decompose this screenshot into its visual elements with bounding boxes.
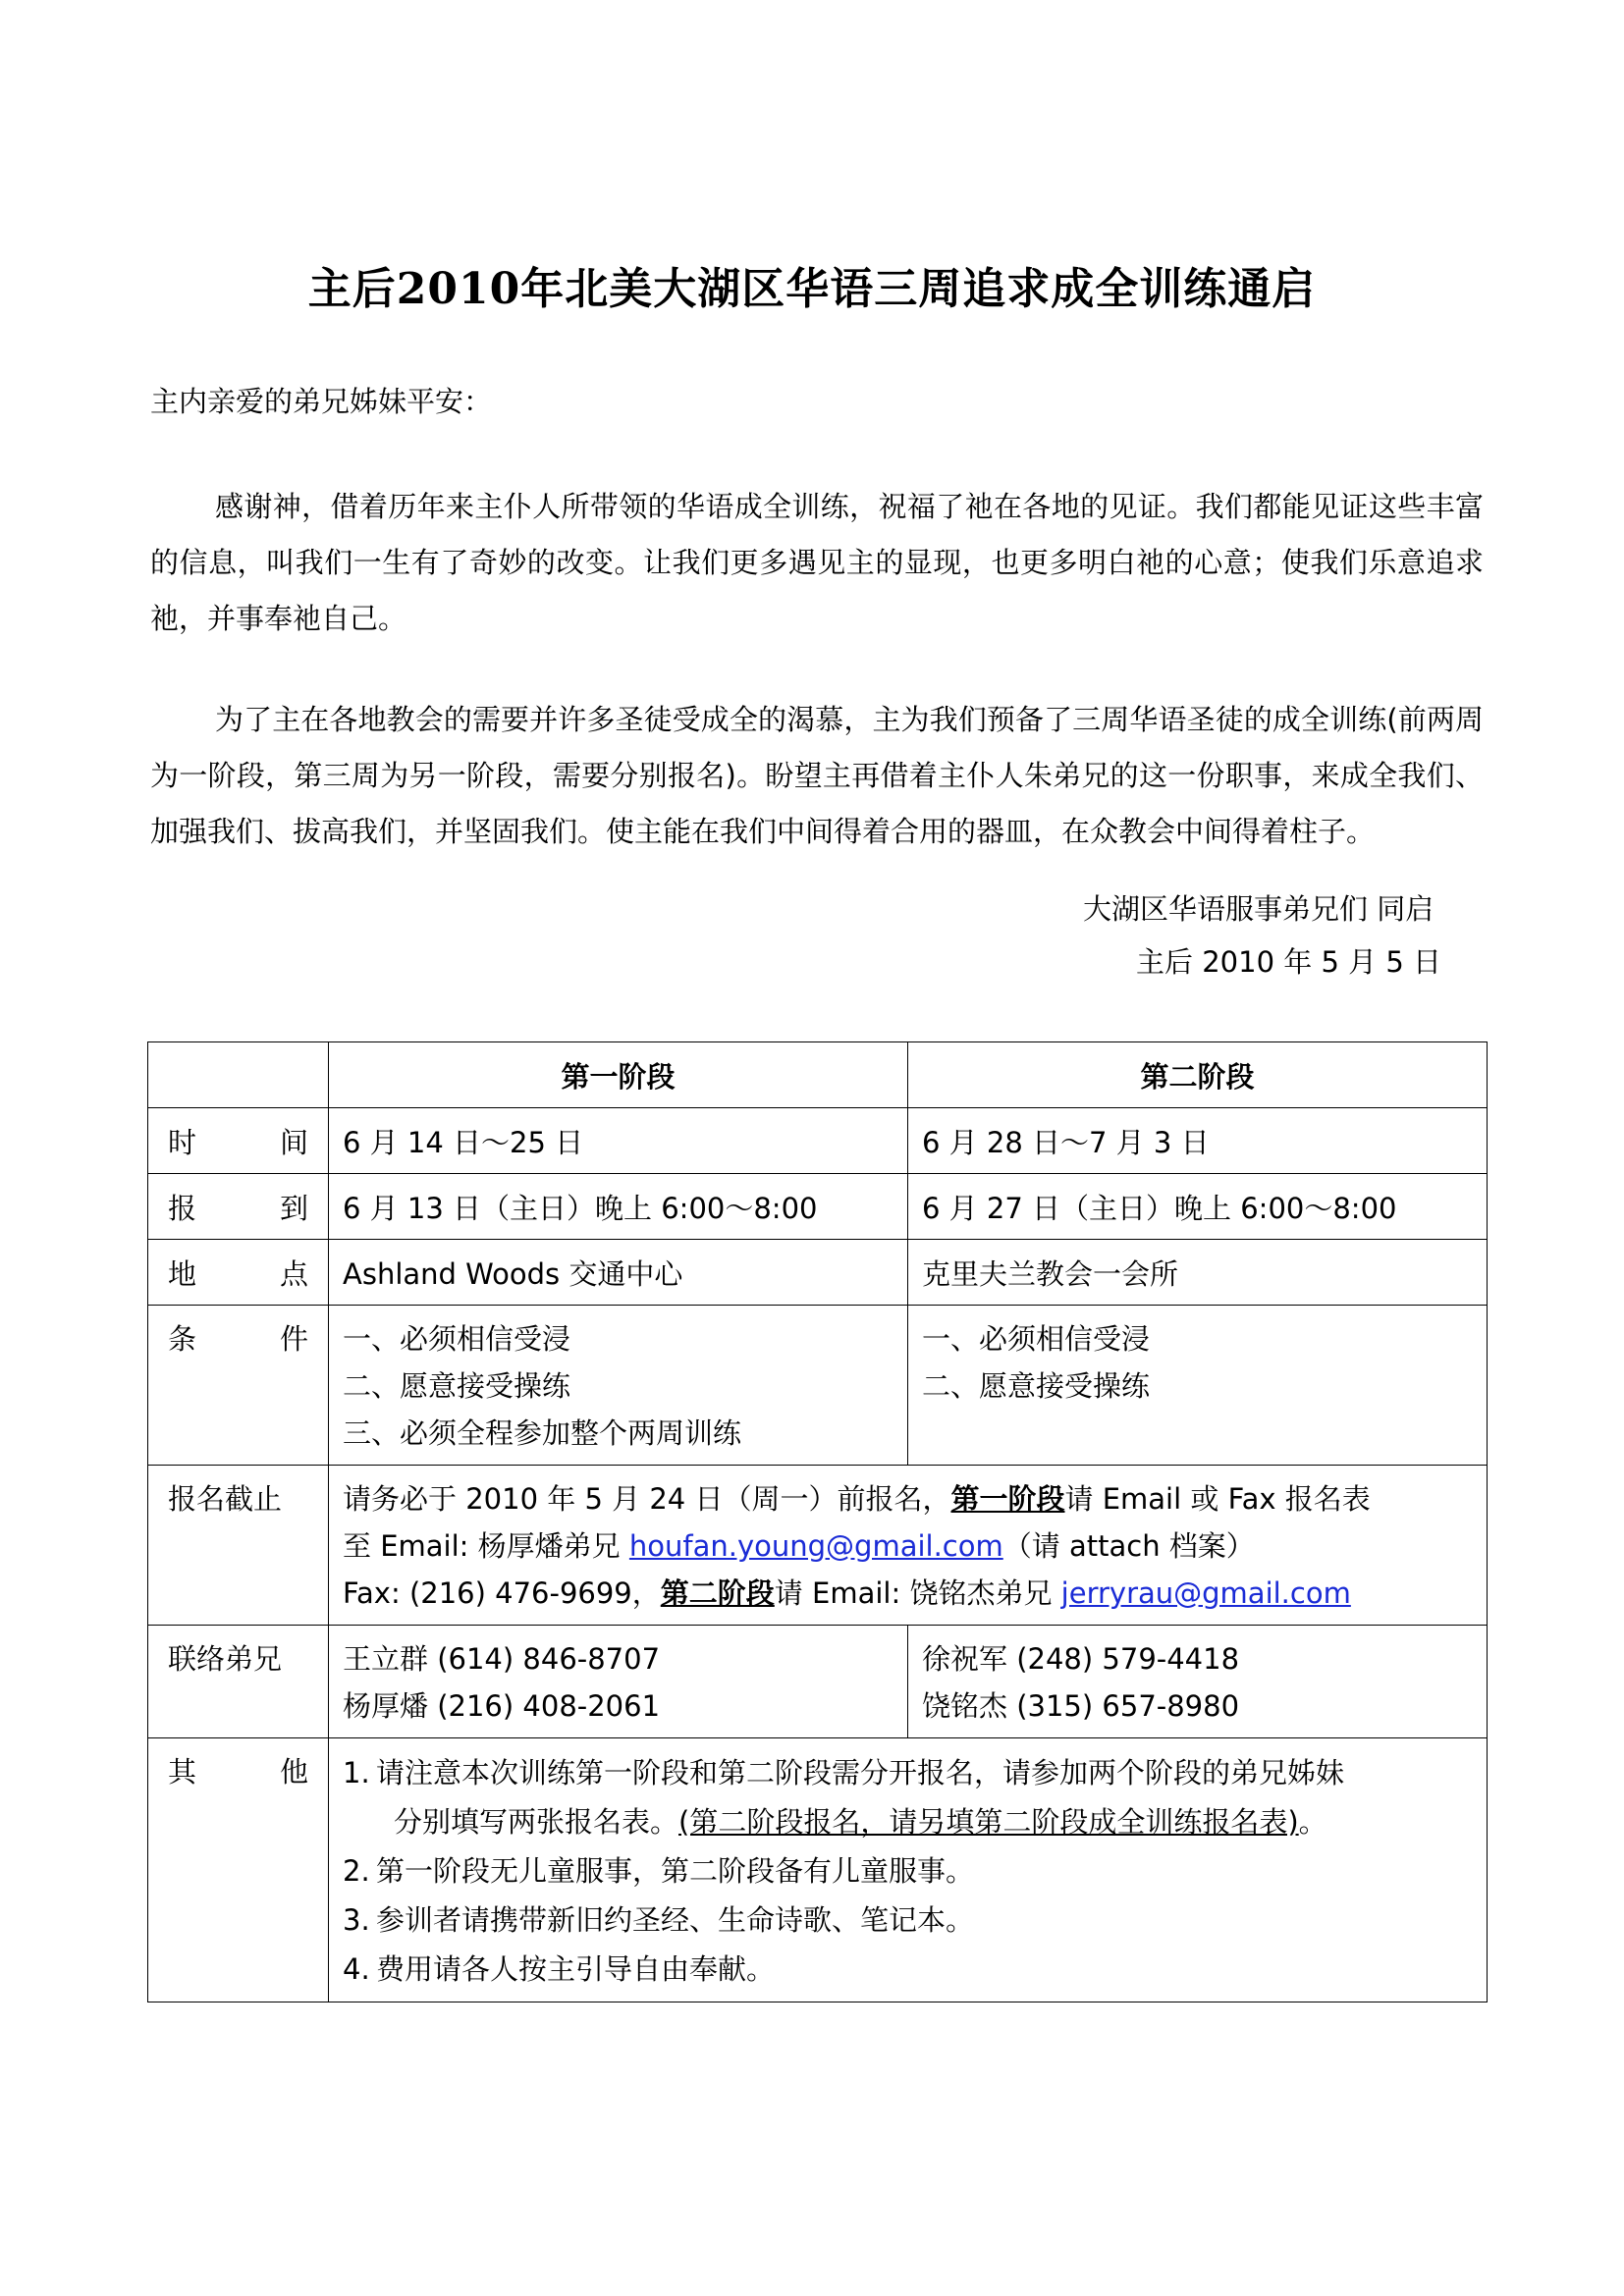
location-stage-1: Ashland Woods 交通中心 <box>329 1240 908 1306</box>
contact-item: 徐祝军 (248) 579-4418 <box>922 1642 1240 1676</box>
row-label-text: 联络弟兄 <box>168 1642 283 1676</box>
paragraph-1: 感谢神，借着历年来主仆人所带领的华语成全训练，祝福了祂在各地的见证。我们都能见证这些丰富的信息，叫我们一生有了奇妙的改变。让我们更多遇见主的显现，也更多明白祂的心意；使我们乐意追求祂，并事奉祂自己。 <box>150 490 1484 635</box>
salutation: 主内亲爱的弟兄姊妹平安： <box>150 385 493 418</box>
condition-item: 二、愿意接受操练 <box>922 1369 1151 1403</box>
note-3 <box>343 1896 1473 1945</box>
note-1-continued <box>343 1797 1473 1846</box>
row-label-other <box>148 1738 329 2002</box>
condition-item: 一、必须相信受浸 <box>922 1322 1151 1356</box>
deadline-text: 请务必于 2010 年 5 月 24 日（周一）前报名， <box>343 1482 951 1516</box>
row-label-char: 点 <box>279 1256 308 1291</box>
email-link-houfan[interactable]: houfan.young@gmail.com <box>628 1529 1003 1563</box>
note-text: 。 <box>1298 1805 1327 1839</box>
paragraph-2: 为了主在各地教会的需要并许多圣徒受成全的渴慕，主为我们预备了三周华语圣徒的成全训练(前两周为一阶段，第三周为另一阶段，需要分别报名)。盼望主再借着主仆人朱弟兄的这一份职事，来成全我们、加强我们、拔高我们，并坚固我们。使主能在我们中间得着合用的器皿，在众教会中间得着柱子。 <box>150 703 1484 848</box>
table-row-deadline <box>148 1466 1488 1626</box>
row-label-deadline <box>148 1466 329 1626</box>
row-label-char: 件 <box>279 1322 308 1356</box>
checkin-stage-1: 6 月 13 日（主日）晚上 6:00～8:00 <box>329 1174 908 1240</box>
contact-item: 杨厚燔 (216) 408-2061 <box>343 1689 661 1723</box>
page-title: 主后2010年北美大湖区华语三周追求成全训练通启 <box>307 264 1317 314</box>
contacts-stage-1 <box>329 1626 908 1738</box>
condition-item: 三、必须全程参加整个两周训练 <box>343 1416 742 1450</box>
table-row-location <box>148 1240 1488 1306</box>
training-info-table <box>147 1041 1488 2002</box>
note-number: 2. <box>343 1854 370 1888</box>
note-text: 费用请各人按主引导自由奉献。 <box>376 1952 776 1986</box>
contact-item: 饶铭杰 (315) 657-8980 <box>922 1689 1240 1723</box>
conditions-stage-1 <box>329 1306 908 1466</box>
condition-item: 二、愿意接受操练 <box>343 1369 571 1403</box>
deadline-text: 至 Email: 杨厚燔弟兄 <box>343 1529 629 1563</box>
location-stage-2: 克里夫兰教会一会所 <box>908 1240 1488 1306</box>
row-label-char: 报 <box>168 1191 197 1225</box>
note-underlined-text: (第二阶段报名，请另填第二阶段成全训练报名表) <box>678 1805 1299 1839</box>
checkin-stage-2: 6 月 27 日（主日）晚上 6:00～8:00 <box>908 1174 1488 1240</box>
deadline-details <box>329 1466 1488 1626</box>
note-text: 第一阶段无儿童服事，第二阶段备有儿童服事。 <box>376 1854 975 1888</box>
signature-senders: 大湖区华语服事弟兄们 同启 <box>1083 892 1435 926</box>
table-row-time <box>148 1108 1488 1174</box>
note-4 <box>343 1945 1473 1994</box>
note-number: 1. <box>343 1756 370 1789</box>
header-empty-cell <box>148 1042 329 1108</box>
note-text: 请注意本次训练第一阶段和第二阶段需分开报名，请参加两个阶段的弟兄姊妹 <box>376 1756 1345 1789</box>
note-1 <box>343 1748 1473 1797</box>
row-label-contacts <box>148 1626 329 1738</box>
row-label-char: 间 <box>279 1125 308 1159</box>
stage-1-emphasis: 第一阶段 <box>950 1482 1065 1516</box>
condition-item: 一、必须相信受浸 <box>343 1322 571 1356</box>
note-text: 参训者请携带新旧约圣经、生命诗歌、笔记本。 <box>376 1903 975 1937</box>
table-row-conditions <box>148 1306 1488 1466</box>
row-label-text: 报名截止 <box>168 1482 283 1516</box>
stage-2-emphasis: 第二阶段 <box>660 1576 775 1610</box>
row-label-char: 其 <box>168 1755 197 1789</box>
header-stage-2: 第二阶段 <box>908 1042 1488 1108</box>
table-row-other <box>148 1738 1488 2002</box>
signature-date: 主后 2010 年 5 月 5 日 <box>1136 945 1442 979</box>
row-label-time <box>148 1108 329 1174</box>
note-number: 3. <box>343 1903 370 1937</box>
time-stage-2: 6 月 28 日～7 月 3 日 <box>908 1108 1488 1174</box>
deadline-text: Fax: (216) 476-9699， <box>343 1576 661 1610</box>
row-label-char: 到 <box>279 1191 308 1225</box>
header-stage-1: 第一阶段 <box>329 1042 908 1108</box>
note-text: 分别填写两张报名表。 <box>394 1805 679 1839</box>
row-label-char: 他 <box>279 1755 308 1789</box>
note-number: 4. <box>343 1952 370 1986</box>
table-row-checkin <box>148 1174 1488 1240</box>
row-label-conditions <box>148 1306 329 1466</box>
deadline-text: （请 attach 档案） <box>1002 1529 1255 1563</box>
row-label-char: 时 <box>168 1125 197 1159</box>
time-stage-1: 6 月 14 日～25 日 <box>329 1108 908 1174</box>
table-row-contacts <box>148 1626 1488 1738</box>
table-header-row <box>148 1042 1488 1108</box>
note-2 <box>343 1846 1473 1896</box>
contacts-stage-2 <box>908 1626 1488 1738</box>
contact-item: 王立群 (614) 846-8707 <box>343 1642 661 1676</box>
conditions-stage-2 <box>908 1306 1488 1466</box>
email-link-jerryrau[interactable]: jerryrau@gmail.com <box>1060 1576 1351 1610</box>
row-label-checkin <box>148 1174 329 1240</box>
row-label-location <box>148 1240 329 1306</box>
deadline-text: 请 Email 或 Fax 报名表 <box>1064 1482 1371 1516</box>
row-label-char: 条 <box>168 1322 197 1356</box>
deadline-text: 请 Email: 饶铭杰弟兄 <box>774 1576 1061 1610</box>
other-notes <box>329 1738 1488 2002</box>
row-label-char: 地 <box>168 1256 197 1291</box>
